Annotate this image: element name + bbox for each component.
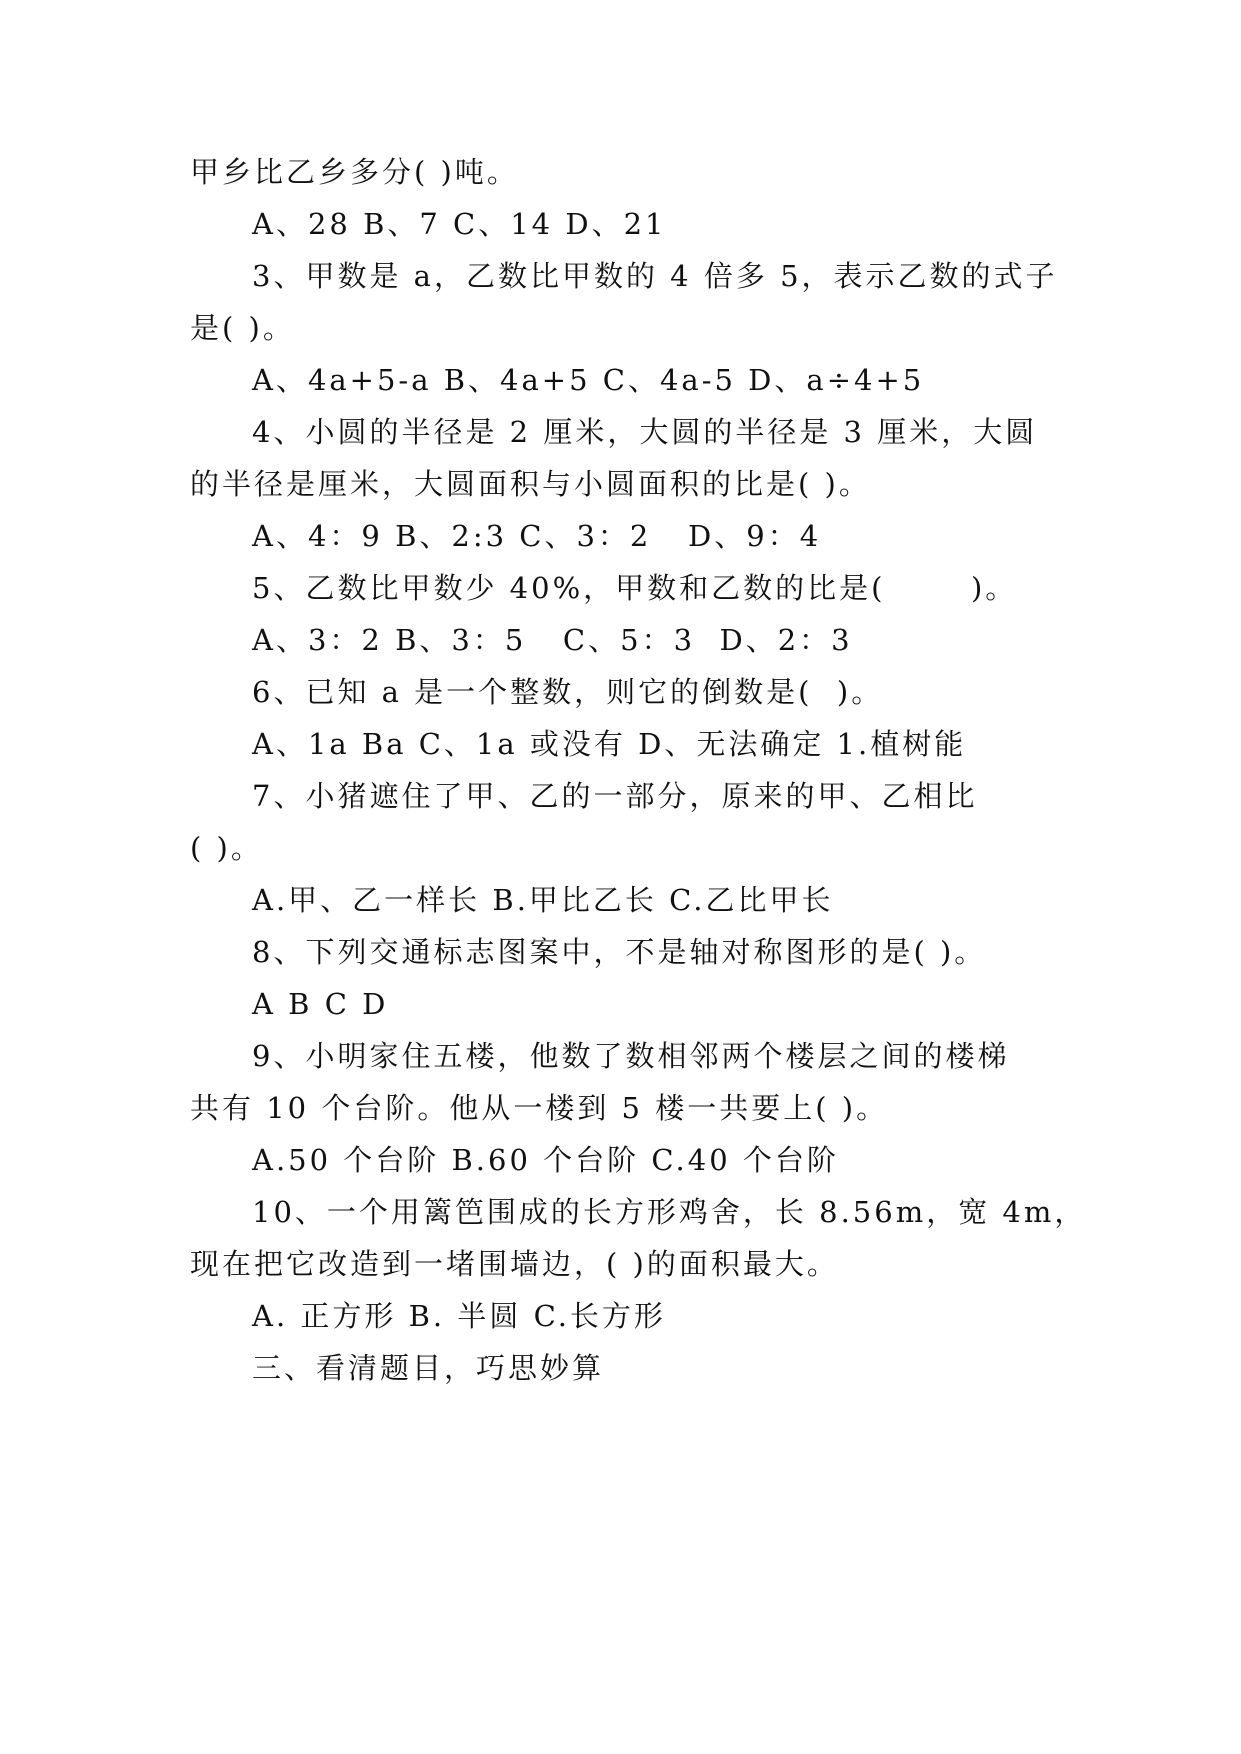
text-line-11: 6、已知 a 是一个整数，则它的倒数是( )。 bbox=[252, 675, 884, 709]
text-line-7: 的半径是厘米，大圆面积与小圆面积的比是( )。 bbox=[190, 467, 871, 501]
text-line-6: 4、小圆的半径是 2 厘米，大圆的半径是 3 厘米，大圆 bbox=[252, 415, 1038, 449]
text-line-15: A.甲、乙一样长 B.甲比乙长 C.乙比甲长 bbox=[252, 883, 834, 917]
text-line-12: A、1a Ba C、1a 或没有 D、无法确定 1.植树能 bbox=[252, 727, 967, 761]
text-line-2: A、28 B、7 C、14 D、21 bbox=[252, 207, 667, 241]
text-line-23: A. 正方形 B. 半圆 C.长方形 bbox=[252, 1299, 666, 1333]
text-line-19: 共有 10 个台阶。他从一楼到 5 楼一共要上( )。 bbox=[190, 1091, 889, 1125]
text-line-18: 9、小明家住五楼，他数了数相邻两个楼层之间的楼梯 bbox=[252, 1039, 1010, 1073]
text-line-9: 5、乙数比甲数少 40%，甲数和乙数的比是( )。 bbox=[252, 571, 1018, 605]
text-line-1: 甲乡比乙乡多分( )吨。 bbox=[190, 155, 519, 189]
text-line-5: A、4a+5-a B、4a+5 C、4a-5 D、a÷4+5 bbox=[252, 363, 925, 397]
text-line-16: 8、下列交通标志图案中，不是轴对称图形的是( )。 bbox=[252, 935, 987, 969]
text-line-8: A、4：9 B、2:3 C、3：2 D、9：4 bbox=[252, 519, 822, 553]
text-line-21: 10、一个用篱笆围成的长方形鸡舍，长 8.56m，宽 4m， bbox=[252, 1195, 1087, 1229]
text-line-4: 是( )。 bbox=[190, 311, 295, 345]
text-line-14: ( )。 bbox=[190, 831, 263, 865]
text-line-10: A、3：2 B、3：5 C、5：3 D、2：3 bbox=[252, 623, 853, 657]
text-line-20: A.50 个台阶 B.60 个台阶 C.40 个台阶 bbox=[252, 1143, 839, 1177]
text-line-3: 3、甲数是 a，乙数比甲数的 4 倍多 5，表示乙数的式子 bbox=[252, 259, 1058, 293]
text-line-17: A B C D bbox=[252, 987, 389, 1021]
section-heading: 三、看清题目，巧思妙算 bbox=[252, 1351, 605, 1385]
text-line-13: 7、小猪遮住了甲、乙的一部分，原来的甲、乙相比 bbox=[252, 779, 978, 813]
text-line-22: 现在把它改造到一堵围墙边，( )的面积最大。 bbox=[190, 1247, 839, 1281]
